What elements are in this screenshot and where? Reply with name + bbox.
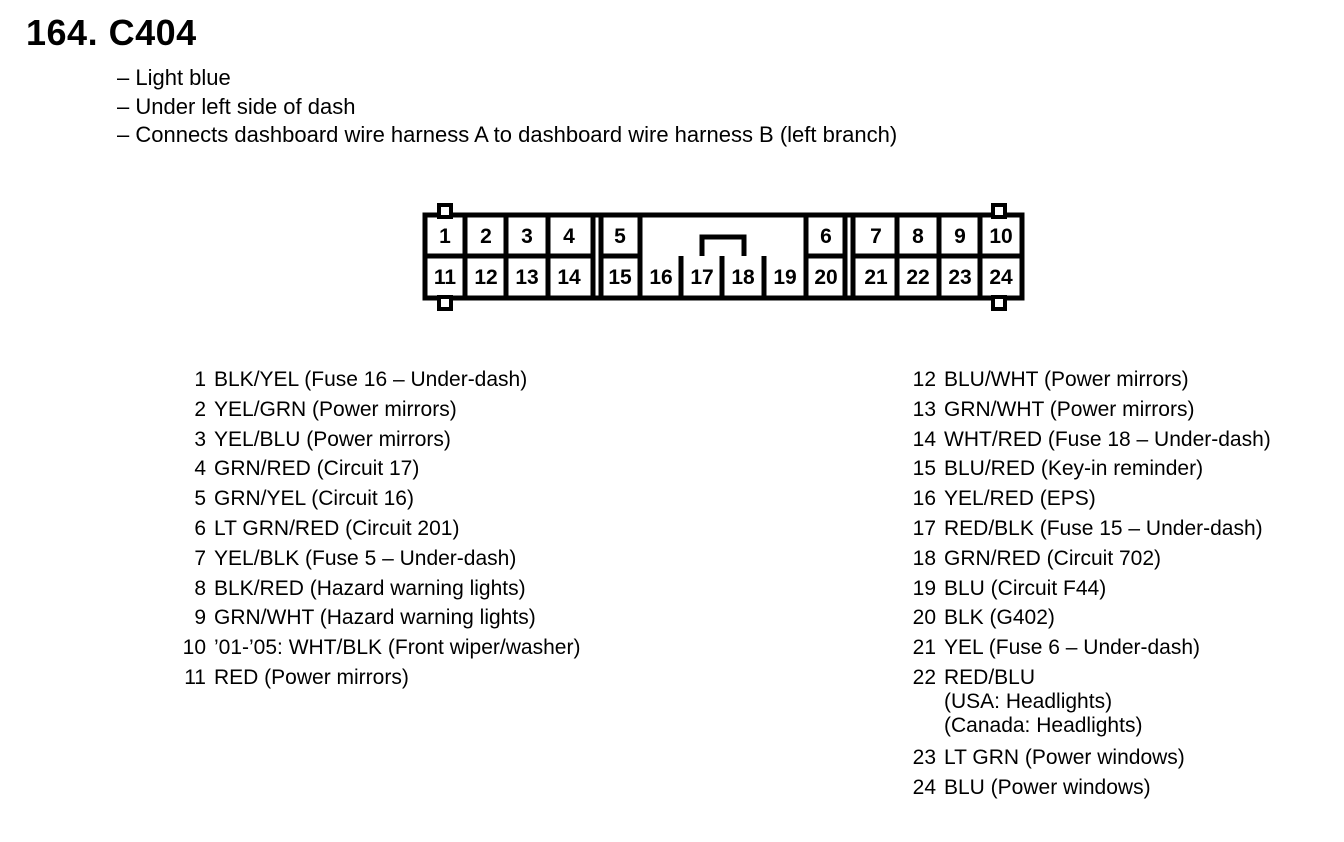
note-connection: – Connects dashboard wire harness A to dashboard wire harness B (left branch) — [117, 122, 898, 147]
pin-description-line: BLU (Power windows) — [944, 775, 1151, 799]
pin-number: 24 — [912, 775, 936, 799]
pin-number: 7 — [194, 546, 206, 570]
pin-description-line: RED/BLK (Fuse 15 – Under-dash) — [944, 517, 1263, 540]
pin-number: 4 — [194, 457, 206, 481]
pin-description — [214, 666, 409, 690]
pin-description-line: YEL/RED (EPS) — [944, 487, 1096, 511]
pin-entry — [908, 577, 1106, 601]
pin-description — [944, 606, 1055, 630]
pin-description-line: BLU/RED (Key-in reminder) — [944, 457, 1204, 481]
pin-entry — [908, 368, 1189, 392]
pin-description-line: YEL (Fuse 6 – Under-dash) — [944, 636, 1201, 660]
pin-number: 14 — [912, 427, 936, 451]
pin-description-line: GRN/RED (Circuit 17) — [214, 457, 420, 481]
pin-entry — [908, 487, 1096, 511]
pin-entry — [908, 398, 1194, 422]
pin-description-line: BLK/YEL (Fuse 16 – Under-dash) — [214, 368, 528, 391]
pin-description — [944, 547, 1161, 571]
pin-description-line: BLK (G402) — [944, 606, 1055, 630]
pin-description-line: GRN/RED (Circuit 702) — [944, 546, 1162, 570]
post-bottom-right — [993, 297, 1005, 309]
pin-description-line: GRN/WHT (Hazard warning lights) — [214, 606, 536, 630]
pin-label: 21 — [864, 266, 888, 289]
pin-description-line: RED/BLU — [944, 666, 1036, 689]
pin-number: 19 — [912, 576, 936, 600]
pin-number: 1 — [194, 368, 206, 391]
pin-description — [214, 547, 516, 571]
pin-entry — [908, 636, 1200, 660]
pin-label: 8 — [912, 225, 924, 248]
pin-label: 18 — [731, 266, 755, 289]
pin-entry — [178, 517, 459, 541]
pin-description — [944, 428, 1271, 452]
pin-description — [944, 487, 1096, 511]
pin-label: 20 — [814, 266, 838, 289]
pin-description — [944, 577, 1106, 601]
pin-description-line: LT GRN (Power windows) — [944, 745, 1185, 769]
pin-label: 6 — [820, 225, 832, 248]
pin-label: 10 — [989, 225, 1013, 248]
pin-number: 16 — [912, 487, 936, 511]
pin-number: 9 — [194, 606, 206, 630]
pin-number: 18 — [912, 546, 936, 570]
lock-tab — [702, 237, 744, 256]
pin-number: 20 — [912, 606, 936, 630]
bottom-row-grid — [465, 256, 980, 298]
pin-number: 21 — [912, 636, 936, 660]
pin-description — [944, 398, 1194, 422]
pin-number: 11 — [184, 666, 206, 689]
pin-number: 6 — [194, 517, 206, 540]
pin-description-line: GRN/YEL (Circuit 16) — [214, 487, 414, 511]
pin-description-line: BLU (Circuit F44) — [944, 576, 1107, 600]
pin-entry — [178, 398, 457, 422]
pin-label: 13 — [515, 266, 539, 289]
post-top-right — [993, 205, 1005, 217]
pin-label: 3 — [521, 225, 533, 248]
pin-label: 23 — [948, 266, 972, 289]
pin-description — [944, 636, 1200, 660]
pin-label: 22 — [906, 266, 930, 289]
pin-description-line: LT GRN/RED (Circuit 201) — [214, 517, 460, 540]
pin-number: 2 — [194, 397, 206, 421]
pin-description-line: (USA: Headlights) — [944, 690, 1113, 713]
pin-description-line: BLK/RED (Hazard warning lights) — [214, 576, 526, 600]
pin-label: 17 — [690, 266, 714, 289]
pin-entry — [178, 636, 580, 660]
pin-entry — [908, 457, 1203, 481]
pin-label: 1 — [439, 225, 451, 248]
pin-description-line: (Canada: Headlights) — [944, 714, 1143, 737]
pin-number: 10 — [182, 636, 206, 660]
pin-description — [214, 398, 457, 422]
pin-description-line: YEL/GRN (Power mirrors) — [214, 397, 457, 421]
post-top-left — [439, 205, 451, 217]
pin-number: 3 — [194, 427, 206, 451]
pin-description — [944, 746, 1185, 770]
pin-description — [944, 457, 1203, 481]
pin-number: 17 — [912, 517, 936, 540]
pin-description — [944, 368, 1189, 392]
pin-number: 23 — [912, 745, 936, 769]
pin-entry — [178, 428, 451, 452]
pin-label: 4 — [563, 225, 575, 248]
pin-description-line: RED (Power mirrors) — [214, 666, 409, 689]
note-color: – Light blue — [117, 65, 231, 90]
pin-description — [214, 636, 580, 660]
pin-number: 5 — [194, 487, 206, 511]
pin-label: 15 — [608, 266, 632, 289]
pin-number: 8 — [194, 576, 206, 600]
pin-description — [214, 368, 527, 392]
pin-description — [214, 457, 419, 481]
pin-entry — [908, 547, 1161, 571]
pin-entry — [178, 666, 409, 690]
pin-label: 19 — [773, 266, 797, 289]
pin-label: 14 — [557, 266, 581, 289]
pin-description — [214, 517, 459, 541]
pin-entry — [178, 368, 527, 392]
pin-number: 12 — [912, 368, 936, 391]
pin-description — [214, 428, 451, 452]
pin-entry — [908, 666, 1142, 738]
pin-entry — [178, 487, 414, 511]
pin-label: 16 — [649, 266, 673, 289]
pin-entry — [908, 746, 1185, 770]
pin-description-line: BLU/WHT (Power mirrors) — [944, 368, 1189, 391]
pin-description-line: GRN/WHT (Power mirrors) — [944, 397, 1195, 421]
pin-entry — [908, 606, 1055, 630]
pin-description — [214, 487, 414, 511]
pin-entry — [908, 517, 1263, 541]
pin-label: 12 — [474, 266, 498, 289]
pin-number: 13 — [912, 397, 936, 421]
pin-number: 15 — [912, 457, 936, 481]
pin-description-line: ’01-’05: WHT/BLK (Front wiper/washer) — [214, 636, 581, 660]
pin-description — [214, 577, 526, 601]
pin-entry — [178, 547, 516, 571]
pin-description — [944, 517, 1263, 541]
connector-title: 164. C404 — [26, 12, 197, 53]
pin-label: 11 — [433, 266, 457, 289]
pin-entry — [908, 428, 1271, 452]
pin-entry — [178, 457, 419, 481]
pin-description — [944, 666, 1142, 738]
note-location: – Under left side of dash — [117, 93, 356, 119]
pin-description-line: YEL/BLU (Power mirrors) — [214, 427, 451, 451]
pin-label: 9 — [954, 225, 966, 248]
pin-entry — [178, 577, 526, 601]
pin-description — [944, 776, 1151, 800]
post-bottom-left — [439, 297, 451, 309]
pin-description-line: YEL/BLK (Fuse 5 – Under-dash) — [214, 546, 517, 570]
pin-label: 5 — [614, 225, 626, 248]
pin-number: 22 — [912, 666, 936, 689]
pin-label: 24 — [989, 266, 1013, 289]
pin-entry — [908, 776, 1151, 800]
pin-description — [214, 606, 536, 630]
pin-entry — [178, 606, 536, 630]
pin-description-line: WHT/RED (Fuse 18 – Under-dash) — [944, 427, 1271, 451]
pin-label: 2 — [480, 225, 492, 248]
pin-label: 7 — [870, 225, 882, 248]
